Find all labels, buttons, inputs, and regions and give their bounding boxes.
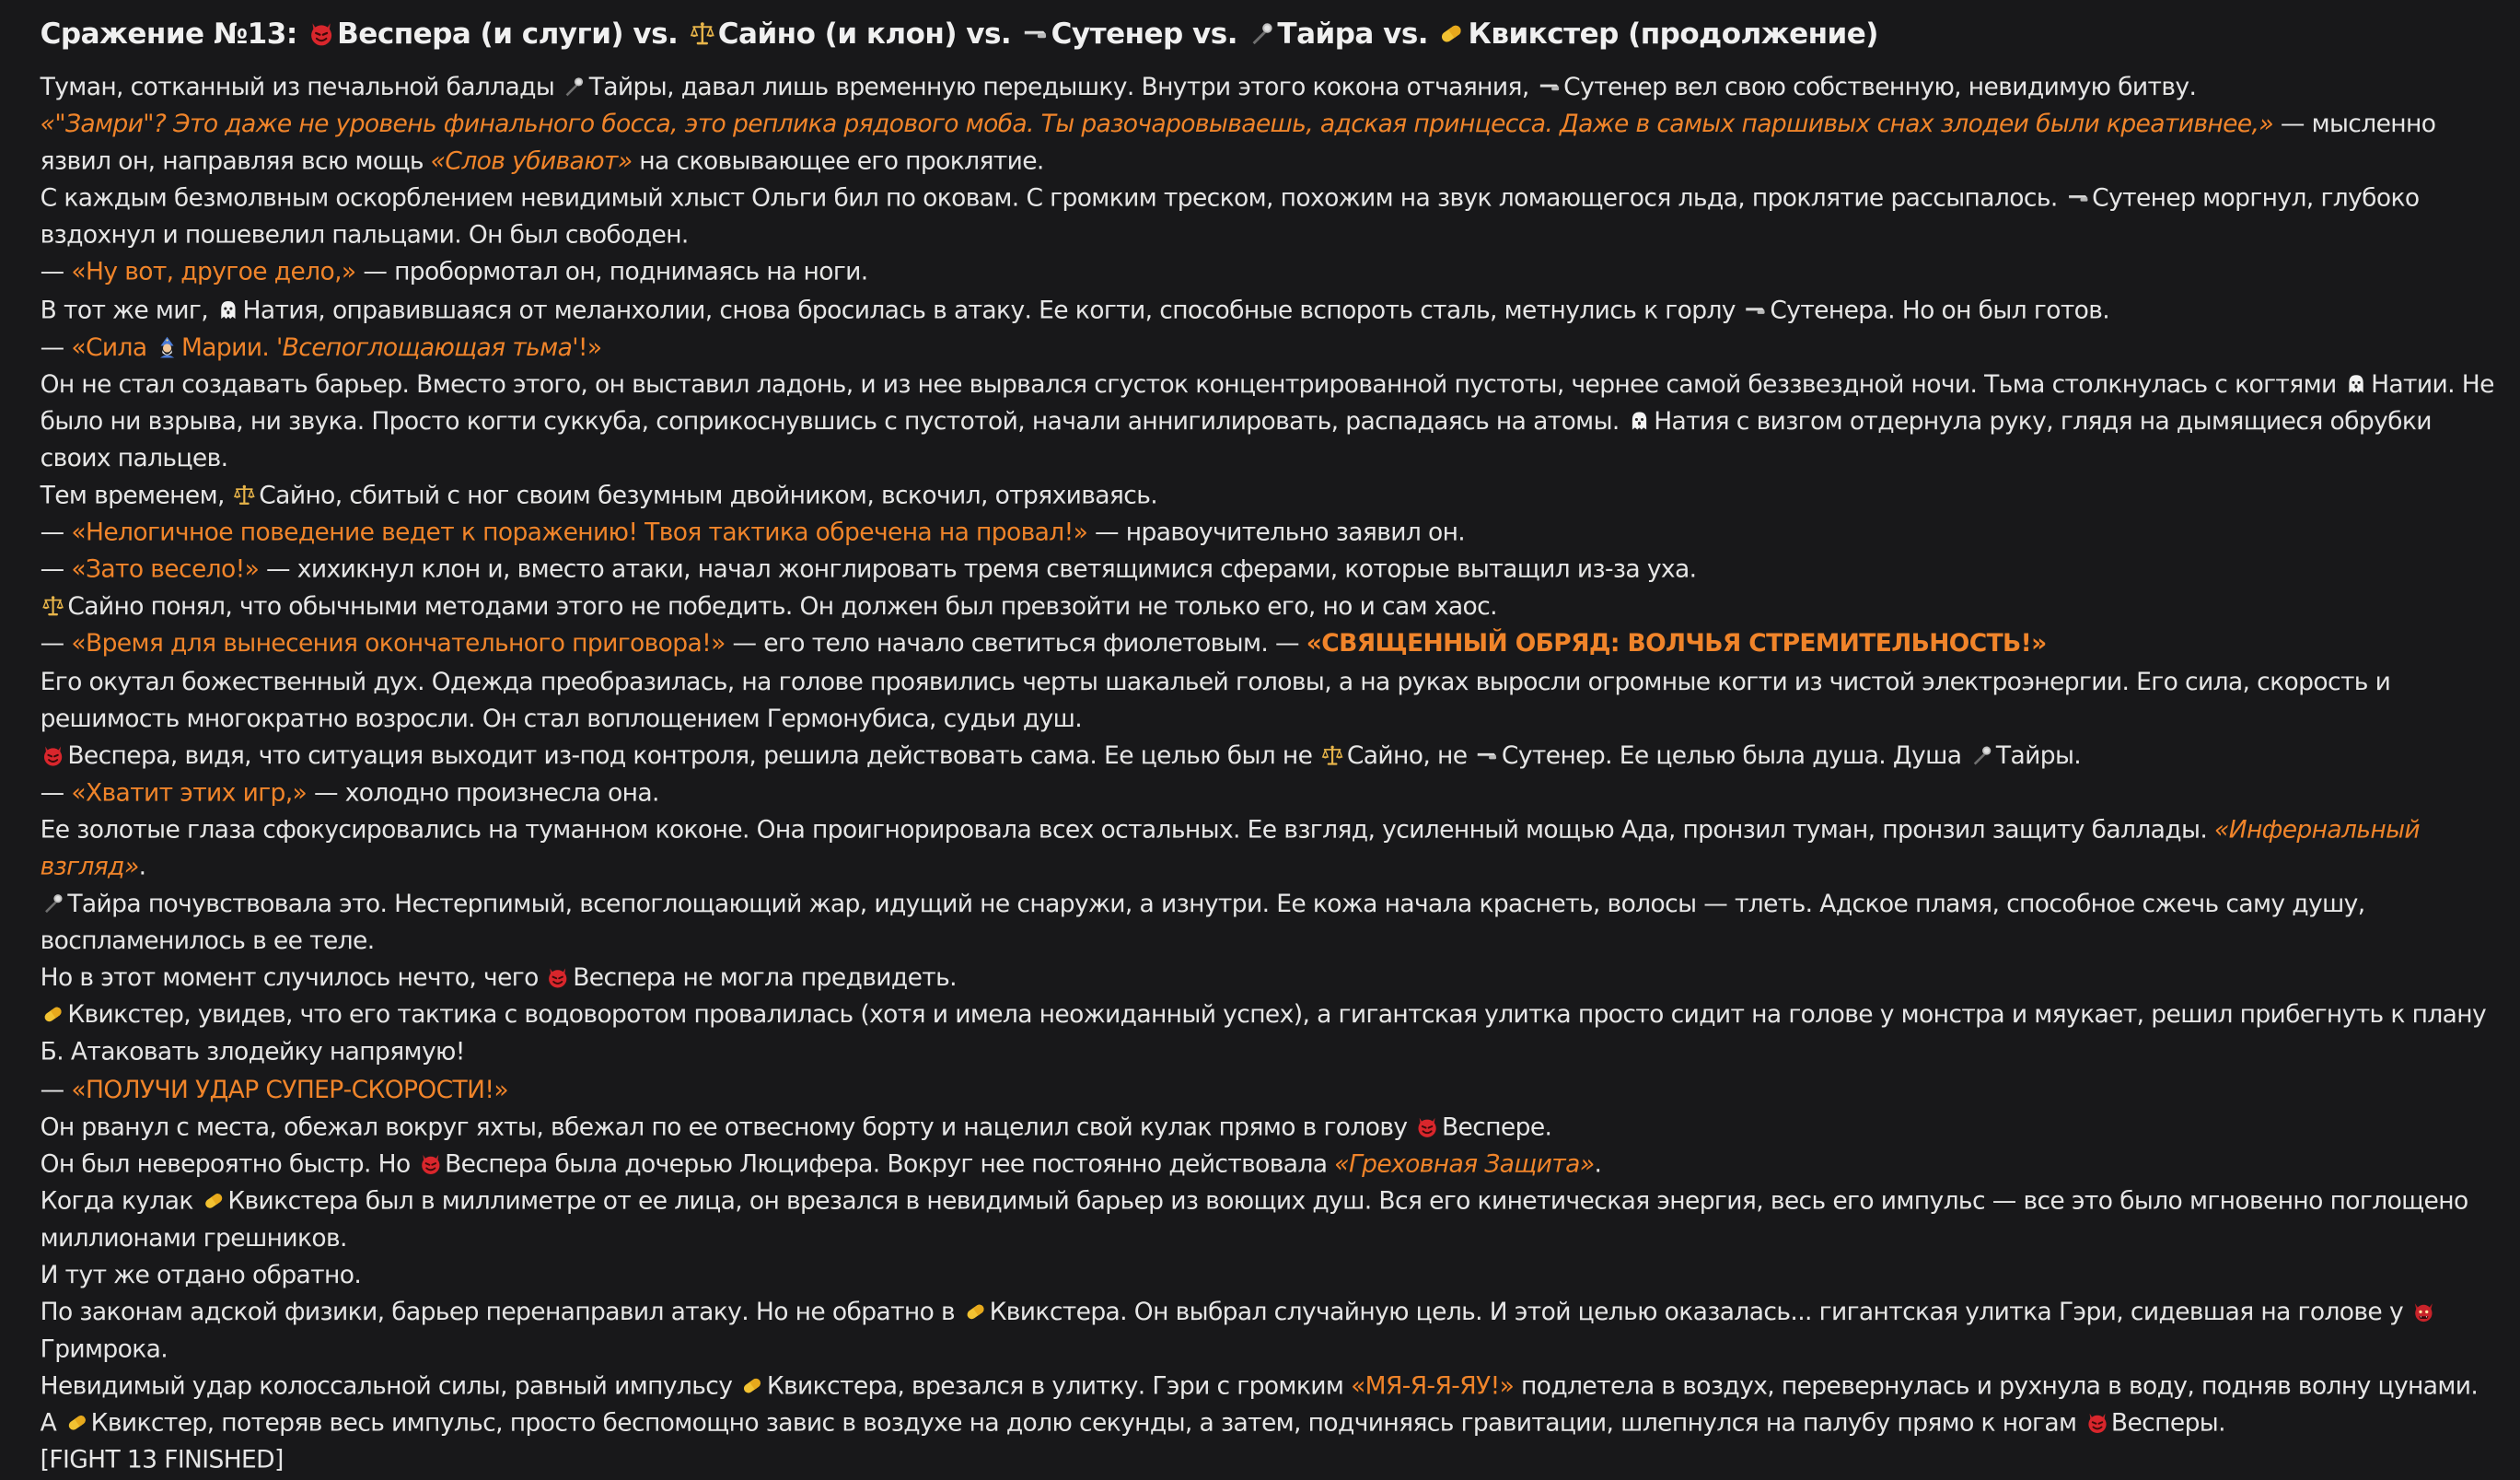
scales-icon [1321,740,1343,763]
paragraph: «"Замри"? Это даже не уровень финального босса, это реплика рядового моба. Ты разочаровываешь, адская принцесса. Даже в самых паршивых снах злодеи были креативнее,» — мысленно язвил он, направляя всю мощь «Слов убивают» на сковывающее его проклятие. [40,109,2436,176]
devil-face-icon [308,16,334,41]
pill-icon [202,1186,224,1208]
paragraph: Он не стал создавать барьер. Вместо этого, он выставил ладонь, и из нее вырвался сгусток концентрированной пустоты, чернее самой беззвездной ночи. Тьма столкнулась с когтями Натии. Не было ни взрыва, ни звука. Просто когти суккуба, соприкоснувшись с пустотой, начали аннигилировать, распадаясь на атомы. Натия с визгом отдернула руку, глядя на дымящиеся обрубки своих пальцев. [40,369,2494,473]
paragraph: — «Время для вынесения окончательного приговора!» — его тело начало светиться фиолетовым. — «СВЯЩЕННЫЙ ОБРЯД: ВОЛЧЬЯ СТРЕМИТЕЛЬНОСТЬ!» [40,629,2047,658]
paragraph: — «Ну вот, другое дело,» — пробормотал он, поднимаясь на ноги. [40,258,868,287]
quote: «Нелогичное поведение ведет к поражению! Твоя тактика обречена на провал!» [71,518,1088,547]
paragraph: Но в этот момент случилось нечто, чего Веспера не могла предвидеть. [40,963,957,993]
paragraph: Сайно понял, что обычными методами этого не победить. Он должен был превзойти не только его, но и сам хаос. [41,589,2500,625]
ghost-icon [1628,406,1650,428]
pill-icon [741,1371,763,1393]
scales-icon [689,16,714,41]
quote: «Хватит этих игр,» [71,777,308,807]
paragraph: Он был невероятно быстр. Но Веспера была дочерью Люцифера. Вокруг нее постоянно действовала «Греховная Защита». [40,1148,1602,1179]
razor-icon [2066,183,2088,205]
story-text [41,69,2500,1480]
title-fighter-quickster: Квикстер (продолжение) [1468,17,1878,52]
quote: «"Замри"? Это даже не уровень финального босса, это реплика рядового моба. Ты разочаровываешь, адская принцесса. Даже в самых паршивых снах злодеи были креативнее,» [40,109,2274,139]
quote: «Инфернальный взгляд» [40,814,2421,881]
pill-icon [65,1409,87,1431]
pill-icon [1439,16,1465,41]
title-fighter-taira: Тайра vs. [1277,17,1429,52]
paragraph: И тут же отдано обратно. [40,1260,362,1289]
paragraph: Он рванул с места, обежал вокруг яхты, вбежал по ее отвесному борту и нацелил свой кулак прямо в голову Веспере. [40,1112,1552,1141]
fight-finished-tag: [FIGHT 13 FINISHED] [40,1446,284,1475]
quote: «Время для вынесения окончательного приговора!» [71,629,726,658]
quote: «Сила [71,332,147,362]
devil-face-icon [547,963,569,985]
paragraph: Туман, сотканный из печальной баллады Тайры, давал лишь временную передышку. Внутри этого кокона отчаяния, Сутенер вел свою собственную, невидимую битву. [40,72,2197,101]
paragraph: Невидимый удар колоссальной силы, равный импульсу Квикстера, врезался в улитку. Гэри с громким «МЯ-Я-Я-ЯУ!» подлетела в воздух, перевернулась и рухнула в воду, подняв волну цунами. [40,1371,2479,1401]
paragraph: В тот же миг, Натия, оправившаяся от меланхолии, снова бросилась в атаку. Ее когти, способные вспороть сталь, метнулись к горлу Сутенера. Но он был готов. [40,295,2110,324]
paragraph: А Квикстер, потеряв весь импульс, просто беспомощно завис в воздухе на долю секунды, а затем, подчиняясь гравитации, шлепнулся на палубу прямо к ногам Весперы. [40,1408,2225,1439]
quote: «МЯ-Я-Я-ЯУ!» [1351,1371,1515,1401]
quote: «Греховная Защита» [1334,1148,1595,1179]
ghost-icon [2345,369,2367,391]
paragraph: — «Зато весело!» — хихикнул клон и, вместо атаки, начал жонглировать тремя светящимися сферами, которые вытащил из-за уха. [40,554,1697,585]
microphone-icon [563,73,586,95]
razor-icon [1022,16,1048,41]
devil-face-icon [419,1149,441,1171]
devil-face-icon [2085,1409,2108,1431]
paragraph: По законам адской физики, барьер перенаправил атаку. Но не обратно в Квикстера. Он выбрал случайную цель. И этой целью оказалась... гигантская улитка Гэри, сидевшая на голове у Гримрока. [41,1294,2500,1369]
devil-face-icon [41,740,64,763]
paragraph: Когда кулак Квикстера был в миллиметре от ее лица, он врезался в невидимый барьер из воющих душ. Вся его кинетическая энергия, весь его импульс — все это было мгновенно поглощено миллионами грешников. [40,1185,2468,1253]
title-fighter-vespera: Веспера (и слуги) vs. [337,17,679,52]
microphone-icon [1970,740,1992,763]
paragraph: Квикстер, увидев, что его тактика с водоворотом провалилась (хотя и имела неожиданный успех), а гигантская улитка просто сидит на голове у монстра и мяукает, решил прибегнуть к плану Б. Атаковать злодейку напрямую! [40,1000,2487,1067]
scales-icon [233,481,255,503]
razor-icon [1538,73,1560,95]
paragraph: С каждым безмолвным оскорблением невидимый хлыст Ольги бил по оковам. С громким треском, похожим на звук ломающегося льда, проклятие рассыпалось. Сутенер моргнул, глубоко вздохнул и пошевелил пальцами. Он был свободен. [40,183,2420,251]
quote: «Зато весело!» [71,554,260,585]
paragraph: — «Хватит этих игр,» — холодно произнесла она. [40,777,659,807]
quote: «СВЯЩЕННЫЙ ОБРЯД: ВОЛЧЬЯ СТРЕМИТЕЛЬНОСТЬ!» [1306,629,2047,658]
scales-icon [41,592,64,614]
page-title [41,13,2500,58]
quote: «Слов убивают» [430,146,633,176]
microphone-icon [1248,16,1274,41]
paragraph: Веспера, видя, что ситуация выходит из-под контроля, решила действовать сама. Ее целью был не Сайно, не Сутенер. Ее целью была душа. Душа Тайры. [41,738,2500,775]
pill-icon [41,1000,64,1022]
microphone-icon [41,889,64,911]
paragraph: — «Сила Марии. 'Всепоглощающая тьма'!» [40,332,602,362]
pill-icon [964,1298,986,1320]
razor-icon [1476,740,1498,763]
paragraph: — «ПОЛУЧИ УДАР СУПЕР-СКОРОСТИ!» [40,1074,508,1104]
paragraph: Тем временем, Сайно, сбитый с ног своим безумным двойником, вскочил, отряхиваясь. [40,480,1158,510]
razor-icon [1744,295,1766,317]
ghost-icon [217,295,239,317]
devil-face-icon [1416,1112,1438,1134]
title-fighter-sutener: Сутенер vs. [1051,17,1237,52]
paragraph: Ее золотые глаза сфокусировались на туманном коконе. Она проигнорировала всех остальных. Ее взгляд, усиленный мощью Ада, пронзил туман, пронзил защиту баллады. «Инфернальный взгляд». [40,814,2421,881]
title-fighter-saino: Сайно (и клон) vs. [717,17,1012,52]
paragraph: Его окутал божественный дух. Одежда преобразилась, на голове проявились черты шакальей головы, а на руках выросли огромные когти из чистой электроэнергии. Его сила, скорость и решимость многократно возросли. Он стал воплощением Гермонубиса, судьи душ. [40,666,2391,733]
paragraph: — «Нелогичное поведение ведет к поражению! Твоя тактика обречена на провал!» — нравоучительно заявил он. [40,518,1466,547]
paragraph: Тайра почувствовала это. Нестерпимый, всепоглощающий жар, идущий не снаружи, а изнутри. Ее кожа начала краснеть, волосы — тлеть. Адское пламя, способное сжечь саму душу, воспламенилось в ее теле. [40,889,2365,956]
ogre-icon [2412,1298,2434,1320]
mage-icon [156,332,178,355]
quote: «ПОЛУЧИ УДАР СУПЕР-СКОРОСТИ!» [71,1074,508,1104]
title-prefix: Сражение №13: [40,17,297,52]
quote: «Ну вот, другое дело,» [71,258,356,287]
